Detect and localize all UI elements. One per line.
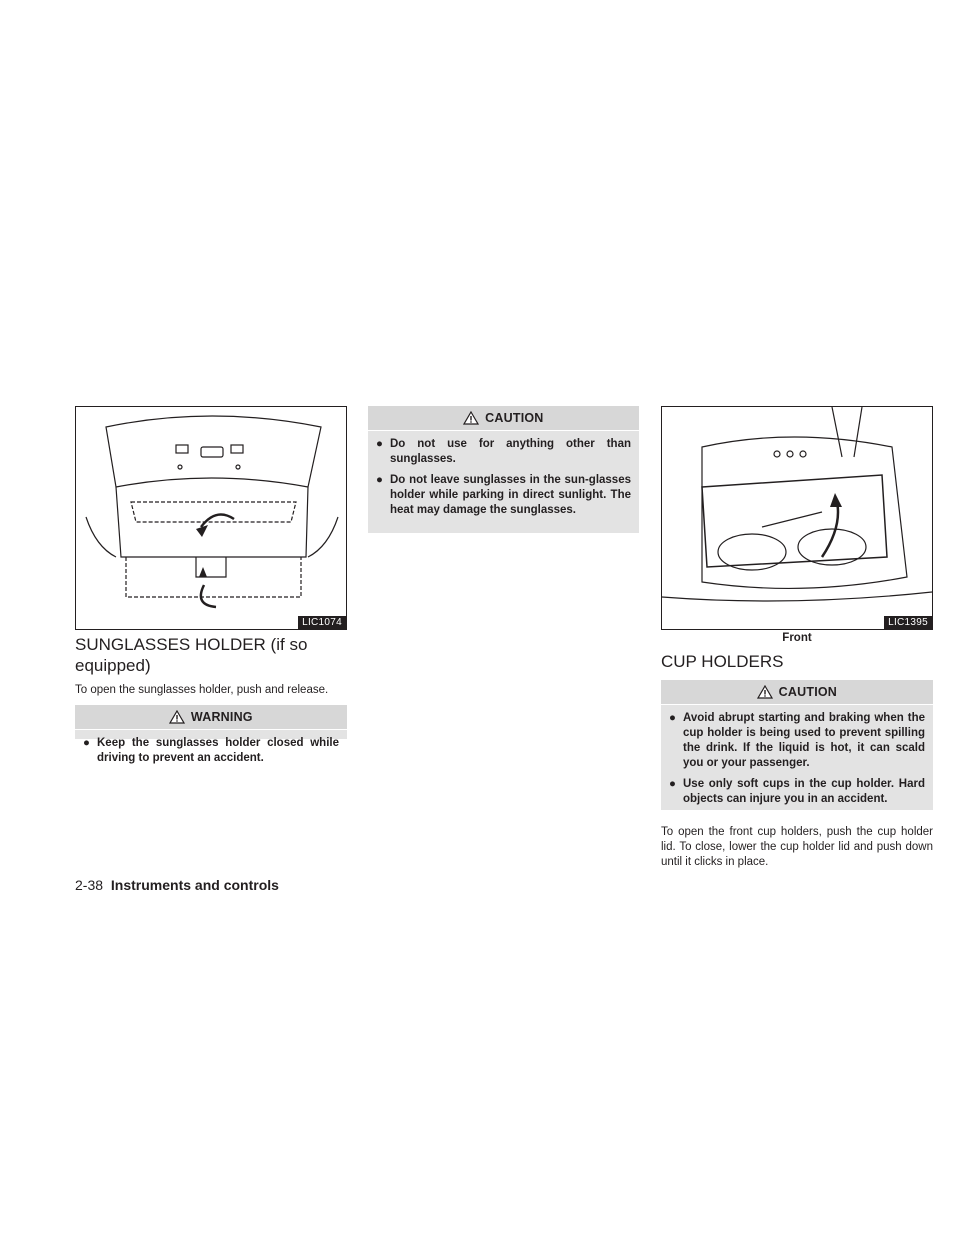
- footer-section: Instruments and controls: [110, 877, 279, 893]
- page-footer: [75, 877, 279, 893]
- caution-box-sunglasses: [368, 406, 639, 533]
- warning-item: [83, 736, 339, 766]
- warning-box: [75, 705, 347, 764]
- caution-item-text: Avoid abrupt starting and braking when the cup holder is being used to prevent spilling the drink. If the liquid is hot, it can scald you or your passenger.: [683, 712, 925, 769]
- caution-icon: [757, 685, 773, 699]
- caution-item-text: Do not leave sunglasses in the sun-glasses holder while parking in direct sunlight. The heat may damage the sunglasses.: [390, 474, 631, 516]
- figure-caption-front: Front: [782, 632, 812, 644]
- sunglasses-holder-intro: To open the sunglasses holder, push and release.: [75, 684, 329, 696]
- caution-heading: [368, 406, 639, 431]
- cup-holder-figure: [661, 406, 933, 630]
- caution-heading-text: CAUTION: [485, 411, 544, 425]
- caution-heading: [661, 680, 933, 705]
- caution-box-cup-holders: [661, 680, 933, 810]
- page-number: 2-38: [75, 877, 104, 893]
- bullet: ●: [376, 438, 383, 450]
- caution-item: [669, 711, 925, 771]
- caution-item: [669, 777, 925, 807]
- warning-heading-text: WARNING: [190, 710, 253, 724]
- caution-item: [376, 437, 631, 467]
- bullet: ●: [376, 474, 383, 486]
- warning-icon: [169, 710, 185, 724]
- figure-code: LIC1395: [884, 616, 932, 629]
- caution-heading-text: CAUTION: [778, 685, 838, 699]
- bullet: ●: [83, 737, 90, 749]
- section-title-sunglasses-holder: SUNGLASSES HOLDER (if so equipped): [75, 635, 308, 675]
- caution-item-text: Do not use for anything other than sunglasses.: [390, 438, 631, 465]
- cup-holders-body: To open the front cup holders, push the cup holder lid. To close, lower the cup holder lid and push down until it clicks in place.: [661, 826, 933, 868]
- caution-item: [376, 473, 631, 518]
- warning-item-text: Keep the sunglasses holder closed while driving to prevent an accident.: [97, 737, 339, 764]
- caution-icon: [463, 411, 479, 425]
- caution-item-text: Use only soft cups in the cup holder. Hard objects can injure you in an accident.: [683, 778, 925, 805]
- sunglasses-holder-figure: [75, 406, 347, 630]
- section-title-cup-holders: CUP HOLDERS: [661, 652, 784, 671]
- bullet: ●: [669, 712, 676, 724]
- bullet: ●: [669, 778, 676, 790]
- sunglasses-holder-illustration: [76, 407, 346, 629]
- cup-holder-illustration: [662, 407, 932, 629]
- figure-code: LIC1074: [298, 616, 346, 629]
- warning-heading: [75, 705, 347, 730]
